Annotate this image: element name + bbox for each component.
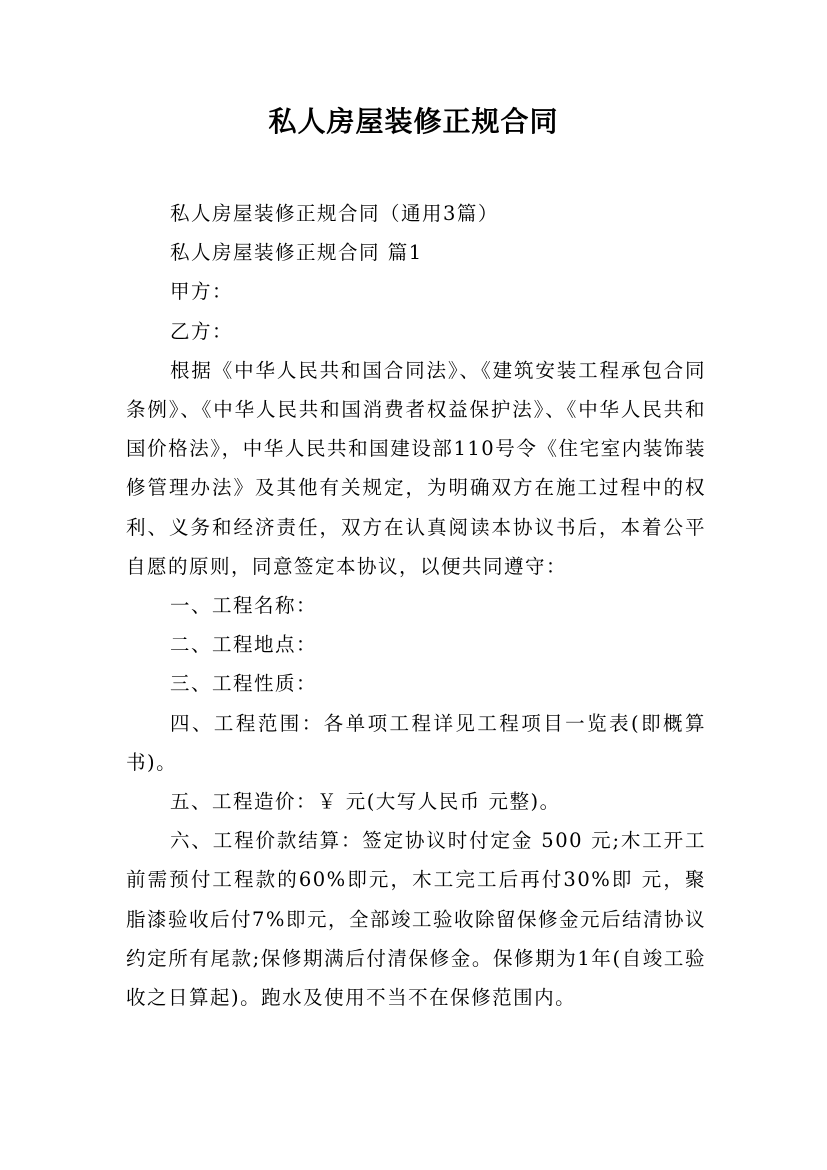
paragraph-project-nature: 三、工程性质： — [170, 672, 318, 696]
paragraph-project-cost: 五、工程造价：￥ 元(大写人民币 元整)。 — [170, 790, 561, 814]
paragraph-payment-settlement: 六、工程价款结算：签定协议时付定金 500 元;木工开工前需预付工程款的60%即元，木工完工后再付30%即 元，聚脂漆验收后付7%即元，全部竣工验收除留保修金元后结清协议约定所有尾款;保修期满后付清保修金。保修期为1年(自竣工验收之日算起)。跑水及使用不当不在保修范围内。 — [126, 829, 706, 1010]
paragraph-party-b: 乙方： — [170, 319, 234, 343]
paragraph-section-heading: 私人房屋装修正规合同 篇1 — [170, 241, 423, 265]
paragraph-party-a: 甲方： — [170, 280, 234, 304]
paragraph-project-name: 一、工程名称： — [170, 594, 318, 618]
paragraph-subtitle: 私人房屋装修正规合同（通用3篇） — [170, 202, 499, 225]
document-body — [126, 194, 706, 1017]
paragraph-project-location: 二、工程地点： — [170, 633, 318, 657]
document-title: 私人房屋装修正规合同 — [268, 105, 559, 138]
paragraph-legal-basis: 根据《中华人民共和国合同法》、《建筑安装工程承包合同条例》、《中华人民共和国消费者权益保护法》、《中华人民共和国价格法》，中华人民共和国建设部110号令《住宅室内装饰装修管理办法》及其他有关规定，为明确双方在施工过程中的权利、义务和经济责任，双方在认真阅读本协议书后，本着公平自愿的原则，同意签定本协议，以便共同遵守： — [126, 358, 706, 578]
paragraph-project-scope: 四、工程范围：各单项工程详见工程项目一览表(即概算书)。 — [126, 711, 706, 774]
